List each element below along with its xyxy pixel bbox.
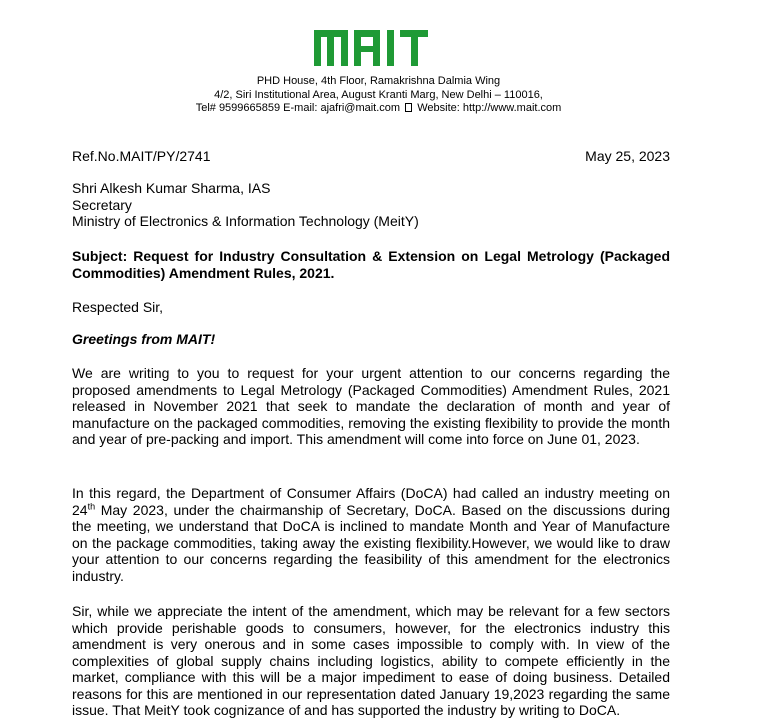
paragraph-2-rest: May 2023, under the chairmanship of Secretary, DoCA. Based on the discussions during the meeting, we understand that DoCA is inclined to mandate Month and Year of Manufacture on the package commodities, taking away the existing flexibility.However, we would like to draw your attention to our concerns regarding the feasibility of this amendment for the electronics industry. — [72, 501, 670, 584]
paragraph-2 — [72, 485, 670, 584]
recipient-block — [72, 180, 670, 230]
recipient-name: Shri Alkesh Kumar Sharma, IAS — [72, 180, 271, 196]
recipient-title: Secretary — [72, 196, 132, 213]
mait-logo — [312, 22, 445, 68]
letter-date: May 25, 2023 — [585, 148, 670, 164]
paragraph-3: Sir, while we appreciate the intent of the amendment, which may be relevant for a few sectors which provide perishable goods to consumers, however, for the electronics industry this amendment is very onerous and in some cases impossible to comply with. In view of the complexities of global supply chains including logistics, ability to compete efficiently in the market, compliance with this will be a major impediment to ease of doing business. Detailed reasons for this are mentioned in our representation dated January 19,2023 regarding the same issue. That MeitY took cognizance of and has supported the industry by writing to DoCA. — [72, 603, 670, 718]
separator-box-icon — [405, 103, 412, 112]
contact-website: Website: http://www.mait.com — [417, 102, 562, 115]
address-line-1: PHD House, 4th Floor, Ramakrishna Dalmia Wing — [256, 75, 501, 87]
contact-tel-email: Tel# 9599665859 E-mail: ajafri@mait.com — [195, 102, 401, 115]
address-line-2: 4/2, Siri Institutional Area, August Kranti Marg, New Delhi – 110016, — [214, 88, 543, 101]
reference-number: Ref.No.MAIT/PY/2741 — [72, 148, 211, 164]
recipient-org: Ministry of Electronics & Information Technology (MeitY) — [72, 213, 419, 229]
paragraph-1: We are writing to you to request for your urgent attention to our concerns regarding the proposed amendments to Legal Metrology (Packaged Commodities) Amendment Rules, 2021 released in November 2021 that seek to mandate the declaration of month and year of manufacture on the packaged commodities, removing the existing flexibility to provide the month and year of pre-packing and import. This amendment will come into force on June 01, 2023. — [72, 365, 670, 447]
contact-line — [0, 102, 757, 116]
subject-line: Subject: Request for Industry Consultation & Extension on Legal Metrology (Packaged Commodities) Amendment Rules, 2021. — [72, 248, 670, 281]
letterhead-address — [0, 75, 757, 116]
ordinal-suffix: th — [87, 500, 96, 511]
letterhead-logo — [0, 22, 757, 72]
reference-row — [72, 148, 670, 165]
greeting: Greetings from MAIT! — [72, 331, 216, 347]
paragraph-2-start: In this regard, the Department of Consumer Affairs (DoCA) had called an industry meeting on 24 — [72, 485, 670, 518]
salutation: Respected Sir, — [72, 299, 164, 315]
